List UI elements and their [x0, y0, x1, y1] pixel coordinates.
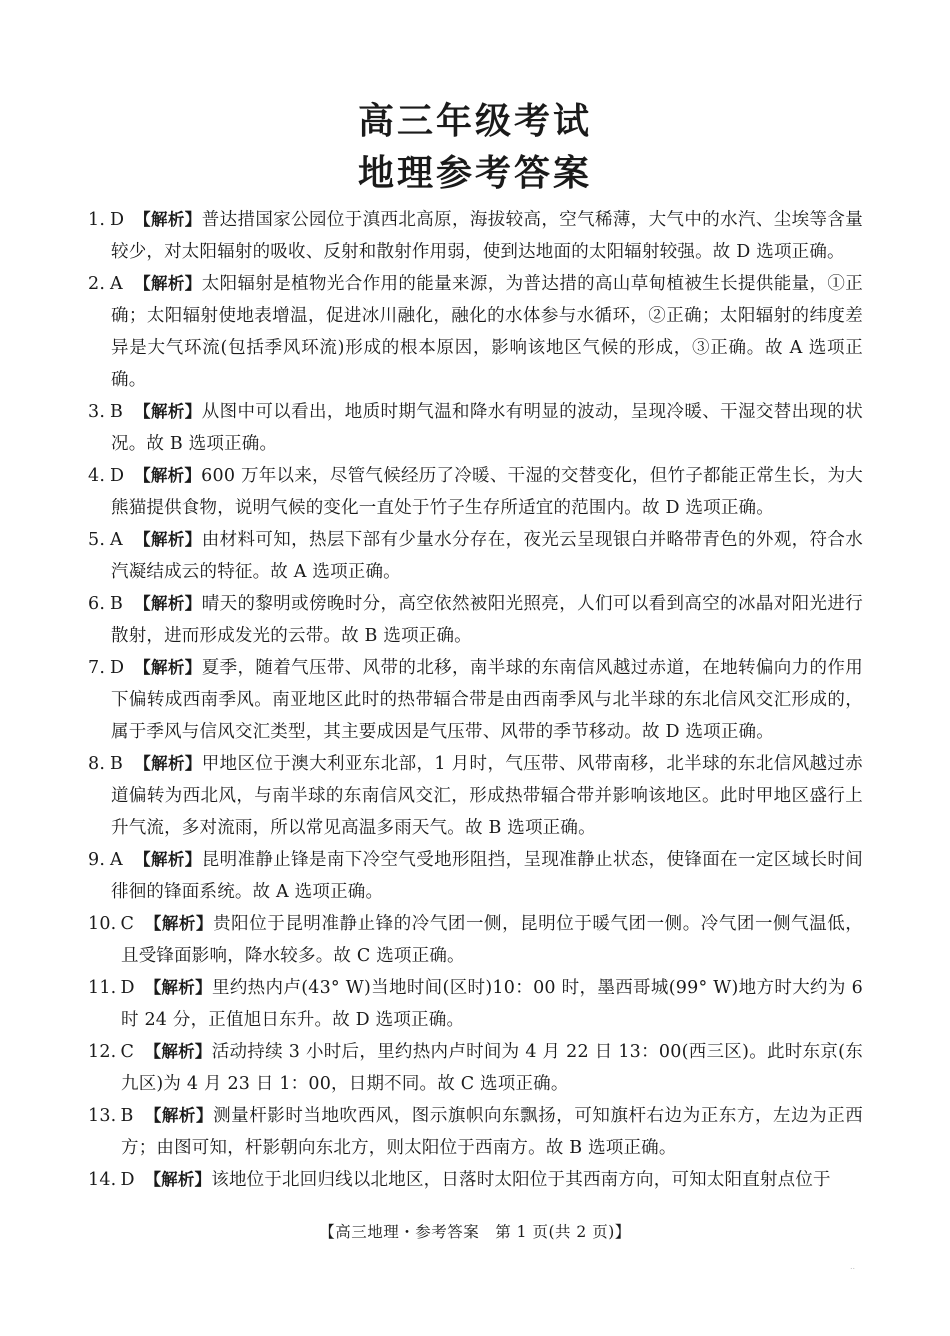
answer-letter: B	[110, 754, 124, 774]
answer-letter: C	[120, 1042, 135, 1062]
analysis-tag: 【解析】	[144, 1170, 212, 1189]
answer-item	[88, 1100, 863, 1164]
analysis-tag: 【解析】	[134, 274, 202, 293]
analysis-text: 活动持续 3 小时后，里约热内卢时间为 4 月 22 日 13：00(西三区)。此时东京(东九区)为 4 月 23 日 1：00，日期不同。故 C 选项正确。	[121, 1042, 863, 1094]
answer-item	[88, 652, 863, 748]
analysis-tag: 【解析】	[134, 530, 202, 549]
question-number: 11.	[88, 978, 117, 998]
question-number: 1.	[88, 210, 106, 230]
analysis-tag: 【解析】	[144, 978, 212, 997]
page-footer: 【高三地理・参考答案 第 1 页(共 2 页)】	[319, 1223, 631, 1241]
analysis-text: 贵阳位于昆明准静止锋的冷气团一侧，昆明位于暖气团一侧。冷气团一侧气温低，且受锋面影响，降水较多。故 C 选项正确。	[121, 914, 863, 966]
page-subtitle: 地理参考答案	[357, 153, 592, 194]
answer-item	[88, 588, 863, 652]
analysis-text: 晴天的黎明或傍晚时分，高空依然被阳光照亮，人们可以看到高空的冰晶对阳光进行散射，进而形成发光的云带。故 B 选项正确。	[111, 594, 863, 646]
answer-letter: D	[110, 210, 125, 230]
answer-item	[88, 268, 863, 396]
analysis-text: 该地位于北回归线以北地区，日落时太阳位于其西南方向，可知太阳直射点位于	[211, 1170, 831, 1190]
question-number: 6.	[88, 594, 106, 614]
answer-item	[88, 396, 863, 460]
question-number: 3.	[88, 402, 106, 422]
answer-letter: D	[120, 978, 135, 998]
answer-item	[88, 844, 863, 908]
answer-item	[88, 972, 863, 1036]
answer-item	[88, 204, 863, 268]
question-number: 14.	[88, 1170, 117, 1190]
answer-letter: D	[110, 658, 125, 678]
question-number: 10.	[88, 914, 117, 934]
question-number: 2.	[88, 274, 106, 294]
analysis-text: 测量杆影时当地吹西风，图示旗帜向东飘扬，可知旗杆右边为正东方，左边为正西方；由图可知，杆影朝向东北方，则太阳位于西南方。故 B 选项正确。	[121, 1106, 863, 1158]
answer-item	[88, 748, 863, 844]
answer-item	[88, 1036, 863, 1100]
answer-item	[88, 524, 863, 588]
answer-item	[88, 908, 863, 972]
page-title: 高三年级考试	[357, 101, 592, 142]
answer-item	[88, 1164, 863, 1196]
answer-letter: A	[110, 530, 123, 550]
answer-list	[88, 204, 863, 1196]
analysis-tag: 【解析】	[134, 402, 202, 421]
analysis-tag: 【解析】	[134, 658, 202, 677]
answer-letter: B	[110, 594, 124, 614]
answer-letter: A	[110, 274, 123, 294]
analysis-tag: 【解析】	[134, 850, 202, 869]
question-number: 12.	[88, 1042, 117, 1062]
analysis-tag: 【解析】	[144, 914, 214, 933]
answer-letter: A	[110, 850, 123, 870]
question-number: 5.	[88, 530, 106, 550]
answer-letter: B	[120, 1106, 134, 1126]
answer-letter: C	[120, 914, 135, 934]
question-number: 9.	[88, 850, 106, 870]
analysis-text: 从图中可以看出，地质时期气温和降水有明显的波动，呈现冷暖、干湿交替出现的状况。故 B 选项正确。	[111, 402, 863, 454]
analysis-text: 昆明准静止锋是南下冷空气受地形阻挡，呈现准静止状态，使锋面在一定区域长时间徘徊的锋面系统。故 A 选项正确。	[111, 850, 863, 902]
analysis-text: 普达措国家公园位于滇西北高原，海拔较高，空气稀薄，大气中的水汽、尘埃等含量较少，对太阳辐射的吸收、反射和散射作用弱，使到达地面的太阳辐射较强。故 D 选项正确。	[111, 210, 863, 262]
answer-letter: D	[120, 1170, 135, 1190]
analysis-text: 太阳辐射是植物光合作用的能量来源，为普达措的高山草甸植被生长提供能量，①正确；太阳辐射使地表增温，促进冰川融化，融化的水体参与水循环，②正确；太阳辐射的纬度差异是大气环流(包括季风环流)形成的根本原因，影响该地区气候的形成，③正确。故 A 选项正确。	[111, 274, 863, 390]
question-number: 7.	[88, 658, 106, 678]
answer-letter: B	[110, 402, 124, 422]
analysis-tag: 【解析】	[144, 1106, 214, 1125]
analysis-tag: 【解析】	[134, 466, 202, 485]
corner-mark: ..	[850, 1262, 856, 1271]
analysis-tag: 【解析】	[144, 1042, 212, 1061]
analysis-tag: 【解析】	[134, 754, 202, 773]
answer-letter: D	[110, 466, 125, 486]
question-number: 13.	[88, 1106, 117, 1126]
analysis-tag: 【解析】	[134, 210, 202, 229]
analysis-text: 夏季，随着气压带、风带的北移，南半球的东南信风越过赤道，在地转偏向力的作用下偏转成西南季风。南亚地区此时的热带辐合带是由西南季风与北半球的东北信风交汇形成的，属于季风与信风交汇类型，其主要成因是气压带、风带的季节移动。故 D 选项正确。	[111, 658, 863, 742]
analysis-text: 甲地区位于澳大利亚东北部，1 月时，气压带、风带南移，北半球的东北信风越过赤道偏转为西北风，与南半球的东南信风交汇，形成热带辐合带并影响该地区。此时甲地区盛行上升气流，多对流雨，所以常见高温多雨天气。故 B 选项正确。	[111, 754, 863, 838]
analysis-tag: 【解析】	[134, 594, 202, 613]
question-number: 4.	[88, 466, 106, 486]
analysis-text: 里约热内卢(43° W)当地时间(区时)10：00 时，墨西哥城(99° W)地方时大约为 6 时 24 分，正值旭日东升。故 D 选项正确。	[121, 978, 863, 1030]
analysis-text: 600 万年以来，尽管气候经历了冷暖、干湿的交替变化，但竹子都能正常生长，为大熊猫提供食物，说明气候的变化一直处于竹子生存所适宜的范围内。故 D 选项正确。	[111, 466, 863, 518]
answer-item	[88, 460, 863, 524]
analysis-text: 由材料可知，热层下部有少量水分存在，夜光云呈现银白并略带青色的外观，符合水汽凝结成云的特征。故 A 选项正确。	[111, 530, 863, 582]
question-number: 8.	[88, 754, 106, 774]
